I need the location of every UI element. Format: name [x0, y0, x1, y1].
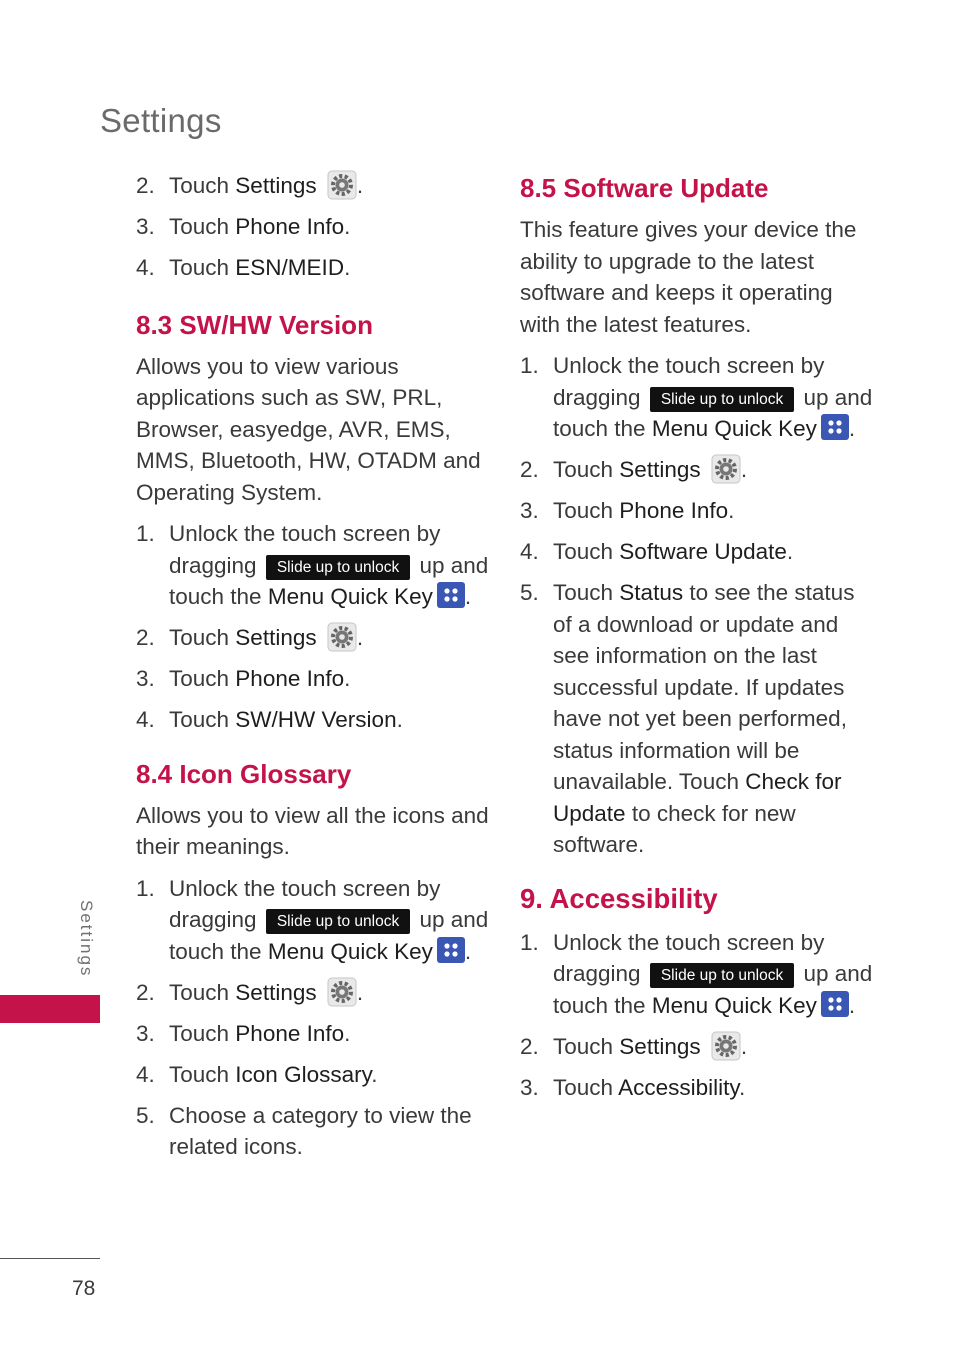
step-number: 2. [520, 1033, 539, 1059]
step-text: Touch [553, 1033, 620, 1059]
step-text: . [464, 938, 472, 964]
accessibility-steps [520, 927, 876, 1104]
list-item [136, 1100, 492, 1163]
step-text: Touch [169, 214, 236, 239]
list-item [136, 518, 492, 613]
list-item [136, 873, 492, 968]
step-text: . [344, 1020, 351, 1046]
step-text: . [848, 416, 856, 441]
list-item [520, 1031, 876, 1063]
intro-steps [136, 170, 492, 284]
step-bold: Settings [235, 625, 317, 650]
step-text: Touch [553, 580, 620, 605]
step-text: Touch [169, 1061, 236, 1087]
step-text: . [740, 457, 748, 482]
menu-quick-key-icon [437, 937, 465, 963]
step-bold: Settings [619, 1033, 701, 1059]
step-bold: Menu Quick Key [651, 992, 817, 1018]
accessibility-heading: 9. Accessibility [520, 882, 718, 914]
list-item [136, 1059, 492, 1091]
list-item [520, 454, 876, 486]
step-text: . [356, 625, 364, 650]
page-title: Settings [100, 102, 222, 140]
slide-up-to-unlock-badge: Slide up to unlock [650, 387, 794, 412]
list-item [136, 977, 492, 1009]
list-item [520, 1072, 876, 1104]
footer-divider [0, 1258, 100, 1259]
step-text: up and touch the [553, 384, 873, 441]
step-text: Touch [553, 1074, 619, 1100]
step-text: Touch [169, 255, 236, 280]
step-text: . [344, 214, 351, 239]
list-item [136, 1018, 492, 1050]
step-text: Unlock the touch screen by dragging [553, 353, 825, 410]
step-text: Unlock the touch screen by dragging [169, 521, 441, 578]
step-bold: Phone Info [235, 1020, 345, 1046]
step-text: Choose a category to view the related icons. [169, 1102, 472, 1159]
step-bold: Accessibility [618, 1074, 739, 1100]
settings-gear-icon [327, 622, 357, 652]
step-text: . [356, 979, 364, 1005]
step-text: up and touch the [553, 961, 873, 1018]
step-text: Touch [169, 1020, 236, 1046]
step-number: 2. [136, 625, 155, 650]
step-text: . [356, 173, 364, 198]
step-bold: Menu Quick Key [267, 584, 433, 609]
step-text: . [344, 255, 351, 280]
step-text: up and touch the [169, 552, 489, 609]
sw-hw-heading: 8.3 SW/HW Version [136, 309, 373, 340]
step-bold: Phone Info [619, 498, 729, 523]
step-bold: Settings [619, 457, 701, 482]
menu-quick-key-icon [437, 582, 465, 608]
step-text: . [738, 1074, 746, 1100]
slide-up-to-unlock-badge: Slide up to unlock [650, 963, 794, 988]
step-number: 4. [136, 707, 155, 732]
slide-up-to-unlock-badge: Slide up to unlock [266, 909, 410, 934]
step-text: . [344, 666, 351, 691]
list-item [520, 927, 876, 1022]
step-text: up and touch the [169, 907, 489, 964]
step-number: 3. [136, 666, 155, 691]
step-bold: ESN/MEID [235, 255, 345, 280]
icon-glossary-steps [136, 873, 492, 1163]
list-item [136, 663, 492, 695]
right-column [520, 170, 876, 1113]
step-text: Unlock the touch screen by dragging [169, 875, 441, 932]
step-number: 4. [520, 539, 539, 564]
step-text: . [848, 992, 856, 1018]
step-bold: Check for Update [553, 769, 842, 826]
software-update-description: This feature gives your device the ability to upgrade to the latest software and keeps it operating with the latest features. [520, 217, 857, 337]
step-number: 2. [136, 173, 155, 198]
step-number: 1. [520, 929, 539, 955]
step-text: Touch [169, 666, 236, 691]
side-tab-bar [0, 995, 100, 1023]
step-text: . [371, 1061, 378, 1087]
settings-gear-icon [711, 1031, 741, 1061]
step-bold: Phone Info [235, 214, 345, 239]
list-item [136, 170, 492, 202]
step-number: 1. [136, 875, 155, 901]
menu-quick-key-icon [821, 991, 849, 1017]
step-number: 4. [136, 1061, 155, 1087]
step-text: . [464, 584, 472, 609]
software-update-steps [520, 350, 876, 861]
step-number: 3. [520, 1074, 539, 1100]
step-number: 4. [136, 255, 155, 280]
step-text: . [740, 1033, 748, 1059]
step-bold: Software Update [619, 539, 787, 564]
step-number: 3. [520, 498, 539, 523]
settings-gear-icon [327, 977, 357, 1007]
left-column [136, 170, 492, 1172]
step-bold: Menu Quick Key [267, 938, 433, 964]
step-number: 5. [520, 580, 539, 605]
step-text: Touch [169, 173, 236, 198]
step-bold: Menu Quick Key [651, 416, 817, 441]
sw-hw-steps [136, 518, 492, 736]
sw-hw-description: Allows you to view various applications such as SW, PRL, Browser, easyedge, AVR, EMS, MMS, Bluetooth, HW, OTADM and Operating System. [136, 353, 481, 505]
icon-glossary-description: Allows you to view all the icons and their meanings. [136, 802, 489, 859]
step-text: . [396, 707, 403, 732]
step-text: . [728, 498, 735, 523]
software-update-heading: 8.5 Software Update [520, 173, 769, 203]
step-number: 1. [520, 353, 539, 378]
step-text: . [786, 539, 794, 564]
settings-gear-icon [327, 170, 357, 200]
side-tab-label: Settings [77, 900, 96, 978]
step-text: Touch [553, 457, 620, 482]
list-item [136, 622, 492, 654]
list-item [520, 495, 876, 527]
step-number: 3. [136, 214, 155, 239]
step-text: Touch [553, 539, 620, 564]
list-item [136, 704, 492, 736]
step-text: to see the status of a download or update and see information on the last successful update. If updates have not yet been performed, status information will be unavailable. Touch [553, 580, 855, 794]
step-number: 5. [136, 1102, 155, 1128]
page-number: 78 [72, 1277, 96, 1300]
step-number: 2. [136, 979, 155, 1005]
list-item [520, 350, 876, 445]
menu-quick-key-icon [821, 414, 849, 440]
step-text: Touch [169, 979, 236, 1005]
step-text: Touch [169, 625, 236, 650]
list-item [136, 211, 492, 243]
step-number: 2. [520, 457, 539, 482]
step-bold: Status [619, 580, 684, 605]
step-text: Unlock the touch screen by dragging [553, 929, 825, 986]
step-text: Touch [169, 707, 236, 732]
step-bold: Settings [235, 979, 317, 1005]
step-bold: Icon Glossary [235, 1061, 372, 1087]
step-bold: Settings [235, 173, 317, 198]
settings-gear-icon [711, 454, 741, 484]
slide-up-to-unlock-badge: Slide up to unlock [266, 555, 410, 580]
step-bold: SW/HW Version [235, 707, 397, 732]
step-number: 3. [136, 1020, 155, 1046]
step-number: 1. [136, 521, 155, 546]
step-bold: Phone Info [235, 666, 345, 691]
step-text: to check for new software. [553, 800, 796, 857]
list-item [136, 252, 492, 284]
list-item [520, 577, 876, 861]
icon-glossary-heading: 8.4 Icon Glossary [136, 758, 352, 789]
list-item [520, 536, 876, 568]
step-text: Touch [553, 498, 620, 523]
